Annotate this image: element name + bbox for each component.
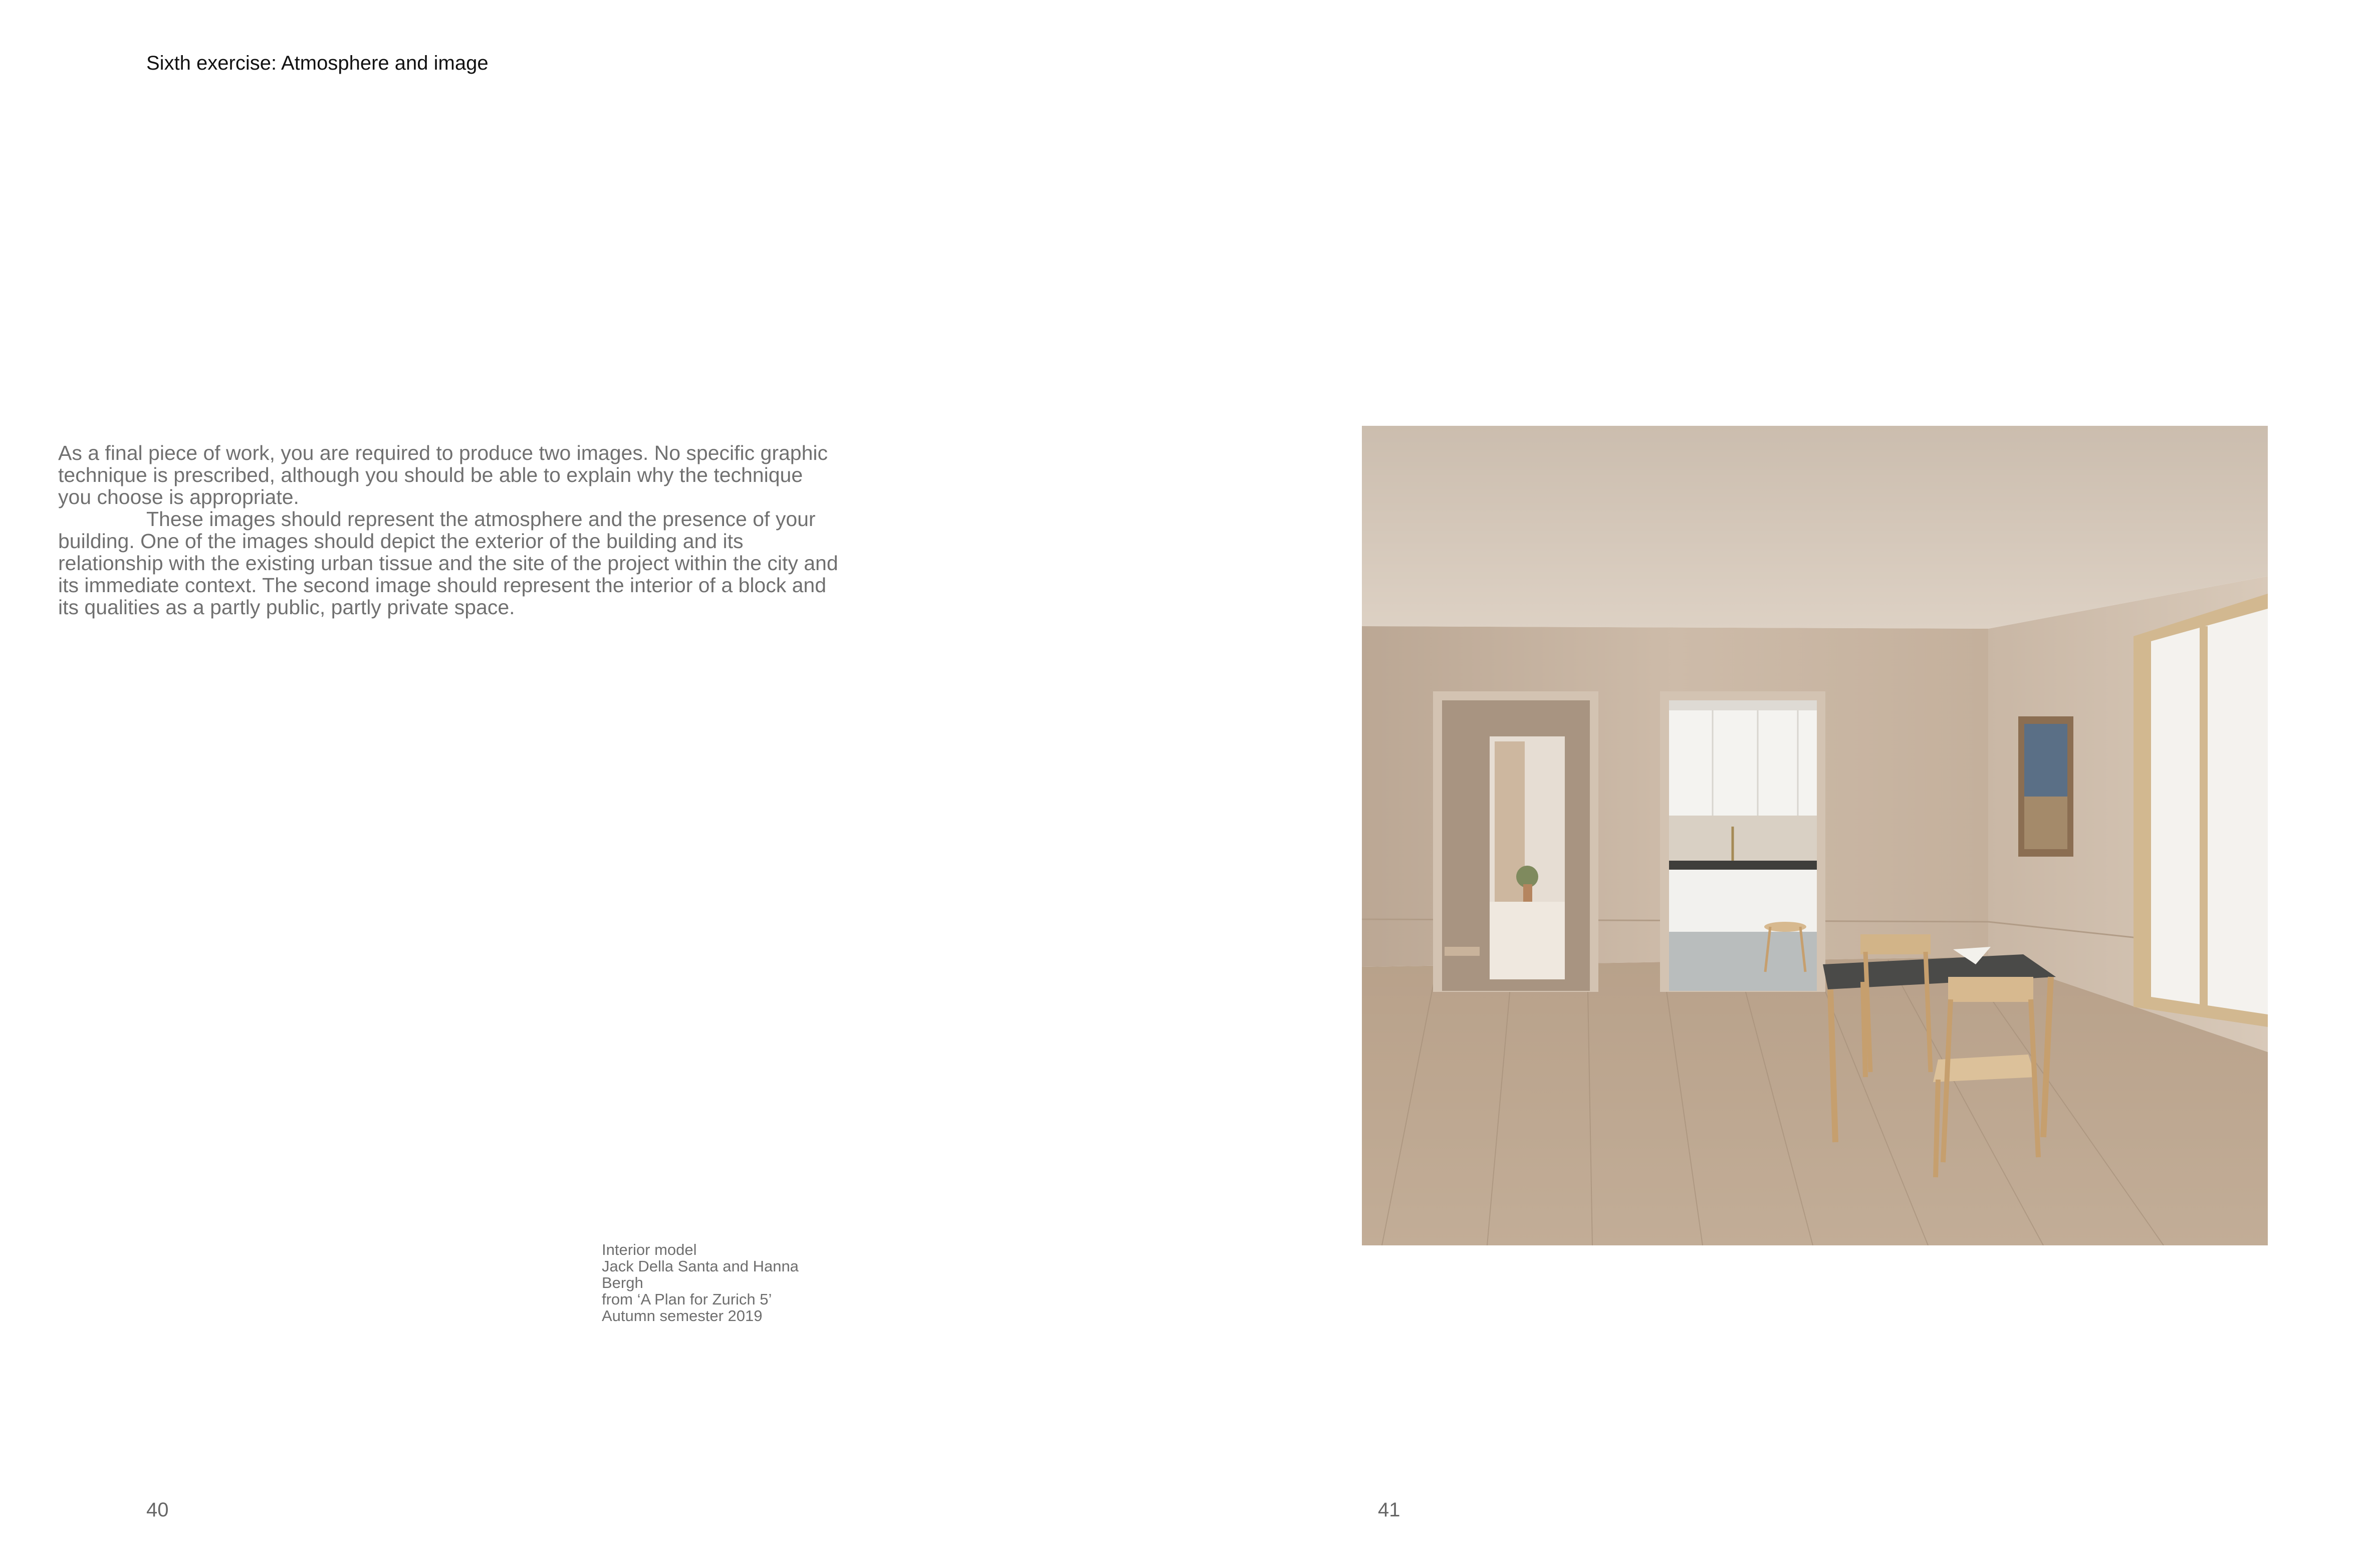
bench: [1445, 947, 1480, 956]
picture-ground: [2024, 797, 2067, 849]
window-glass: [2151, 609, 2268, 1014]
image-caption: [602, 1241, 812, 1324]
photo-illustration: [1362, 426, 2268, 1245]
caption-semester: Autumn semester 2019: [602, 1307, 763, 1325]
caption-authors: Jack Della Santa and Hanna Bergh: [602, 1257, 799, 1291]
body-paragraph-2: These images should represent the atmosphere and the presence of your building. One of the images should depict the exterior of the building and its relationship with the existing urban tissue and the site of the project within the city and its immediate context. The second image should represent the interior of a block and its qualities as a partly public, partly private space.: [58, 507, 838, 619]
countertop: [1669, 861, 1817, 870]
ceiling: [1362, 426, 2268, 629]
body-text: [58, 442, 840, 618]
kitchen-floor: [1669, 932, 1817, 991]
backsplash: [1669, 816, 1817, 861]
page-number-right: 41: [1378, 1499, 1400, 1521]
front-chair-backrest: [1948, 977, 2033, 1002]
body-paragraph-1: As a final piece of work, you are required to produce two images. No specific graphic technique is prescribed, although you should be able to explain why the technique you choose is appropriate.: [58, 441, 828, 508]
upper-cabinets: [1669, 710, 1817, 816]
front-chair-leg-3: [1936, 1080, 1938, 1177]
right-page: [1184, 0, 2367, 1568]
caption-source: from ‘A Plan for Zurich 5’: [602, 1290, 772, 1308]
plant-pot: [1523, 884, 1532, 902]
inner-room-floor: [1490, 902, 1565, 979]
running-head: Sixth exercise: Atmosphere and image: [146, 52, 489, 74]
interior-model-photo: [1362, 426, 2268, 1245]
page-number-left: 40: [146, 1499, 169, 1521]
back-chair-backrest: [1860, 934, 1931, 954]
caption-title: Interior model: [602, 1241, 697, 1258]
